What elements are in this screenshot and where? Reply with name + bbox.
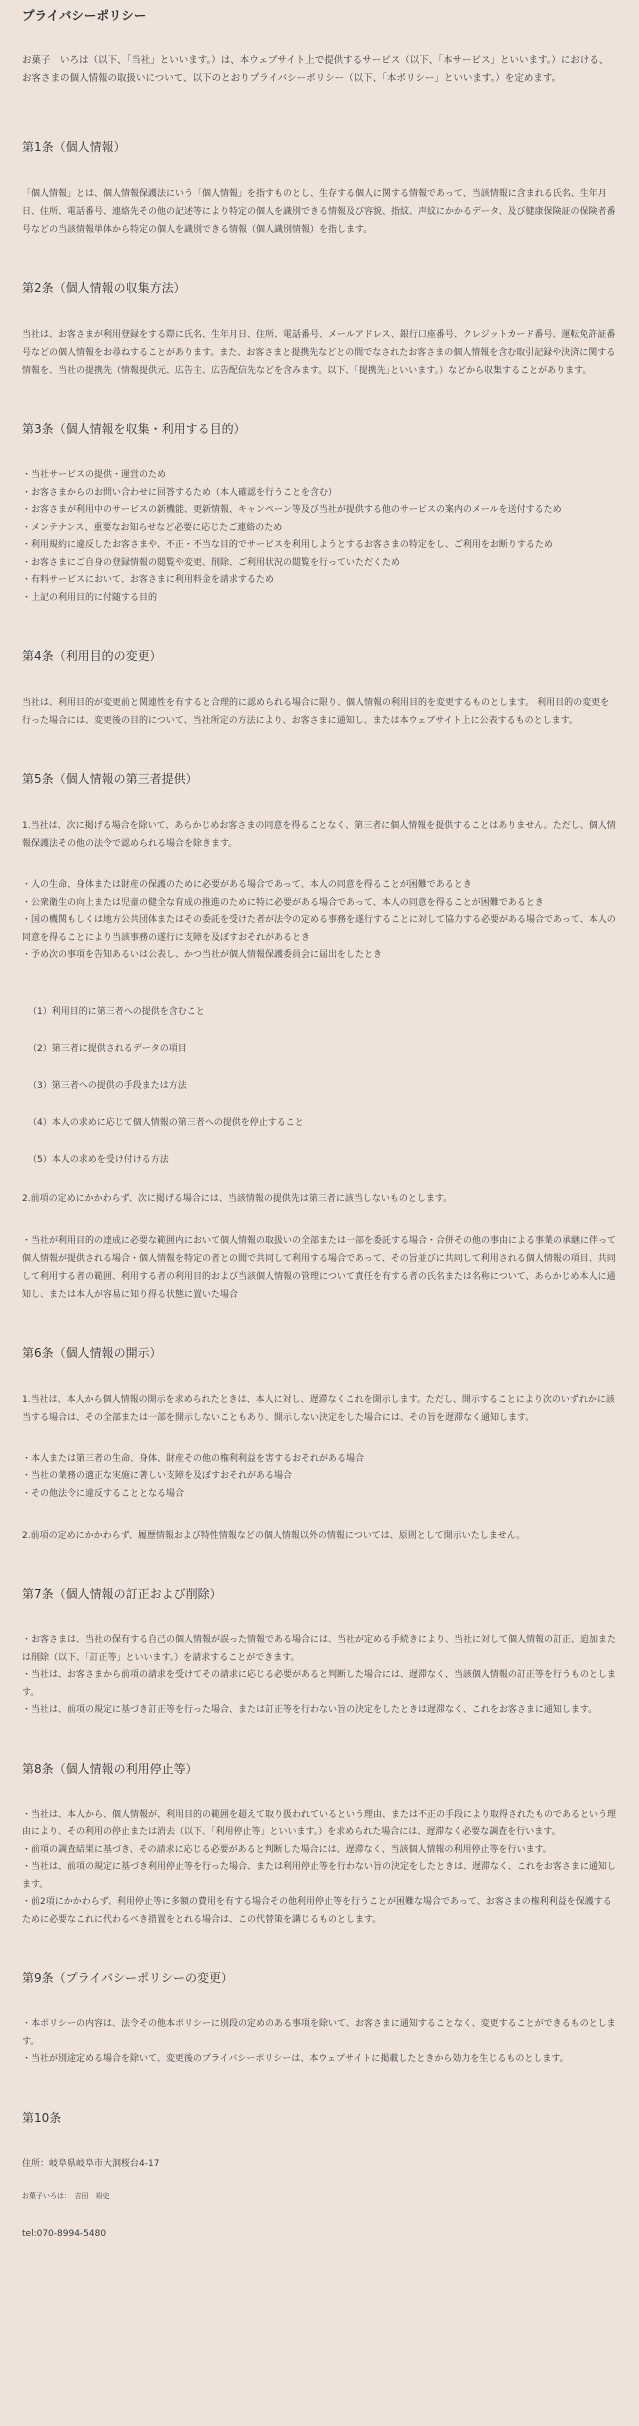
- article-1-title: 第1条（個人情報）: [22, 140, 126, 154]
- list-item: ・当社は、本人から、個人情報が、利用目的の範囲を超えて取り扱われているという理由、または不正の手段により取得されたものであるという理由により、その利用の停止または消去（以下、「利用停止等」といいます。）を求められた場合には、遅滞なく必要な調査を行います。: [22, 1809, 617, 1837]
- list-item: ・当社は、前項の規定に基づき利用停止等を行った場合、または利用停止等を行わない旨の決定をしたときは、遅滞なく、これをお客さまに通知します。: [22, 1862, 616, 1890]
- article-2-body: 当社は、お客さまが利用登録をする際に氏名、生年月日、住所、電話番号、メールアドレス、銀行口座番号、クレジットカード番号、運転免許証番号などの個人情報をお尋ねすることがあります。また、お客さまと提携先などとの間でなされたお客さまの個人情報を含む取引記録や決済に関する情報を、当社の提携先（情報提供元、広告主、広告配信先などを含みます。以下、｢提携先｣といいます。）などから収集することがあります。: [22, 330, 616, 376]
- list-item: ・予め次の事項を告知あるいは公表し、かつ当社が個人情報保護委員会に届出をしたとき: [22, 950, 383, 960]
- article-8: [22, 1760, 617, 1930]
- article-10-title: 第10条: [22, 2110, 62, 2125]
- article-8-title: 第8条（個人情報の利用停止等）: [22, 1761, 198, 1776]
- list-item: ・当社の業務の適正な実施に著しい支障を及ぼすおそれがある場合: [22, 1471, 293, 1481]
- article-6-title: 第6条（個人情報の開示）: [22, 1345, 162, 1360]
- phone-number: tel:070-8994-5480: [22, 2228, 107, 2239]
- article-5-para-3: ・当社が利用目的の達成に必要な範囲内において個人情報の取扱いの全部または一部を委託する場合・合併その他の事由による事業の承継に伴って個人情報が提供される場合・個人情報を特定の者との間で共同して利用する場合であって、その旨並びに共同して利用される個人情報の項目、共同して利用する者の範囲、利用する者の利用目的および当該個人情報の管理について責任を有する者の氏名または名称について、あらかじめ本人に通知し、または本人が容易に知り得る状態に置いた場合: [22, 1235, 617, 1300]
- article-10: [22, 2109, 617, 2239]
- article-5-para-1: 1.当社は、次に掲げる場合を除いて、あらかじめお客さまの同意を得ることなく、第三者に個人情報を提供することはありません。ただし、個人情報保護法その他の法令で認められる場合を除きます。: [22, 821, 616, 849]
- list-item: ・本ポリシーの内容は、法令その他本ポリシーに別段の定めのある事項を除いて、お客さまに通知することなく、変更することができるものとします。: [22, 2019, 616, 2047]
- article-3: [22, 420, 617, 607]
- non-disclosure-list: [22, 1451, 617, 1504]
- policy-change-list: [22, 2016, 617, 2069]
- list-item: ・お客さまからのお問い合わせに回答するため（本人確認を行うことを含む）: [22, 487, 338, 498]
- article-5-title: 第5条（個人情報の第三者提供）: [22, 772, 198, 786]
- address-text: 住所：岐阜県岐阜市大洞桜台4-17: [22, 2158, 160, 2169]
- list-item: ・お客さまは、当社の保有する自己の個人情報が誤った情報である場合には、当社が定める手続きにより、当社に対して個人情報の訂正、追加または削除（以下、「訂正等」といいます。）を請求することができます。: [22, 1635, 617, 1663]
- list-item: ・利用規約に違反したお客さまや、不正・不当な目的でサービスを利用しようとするお客さまの特定をし、ご利用をお断りするため: [22, 540, 553, 550]
- article-9-title: 第9条（プライバシーポリシーの変更）: [22, 1971, 234, 1985]
- list-item: ・メンテナンス、重要なお知らせなど必要に応じたご連絡のため: [22, 522, 283, 533]
- list-item: （1）利用目的に第三者への提供を含むこと: [28, 1006, 205, 1017]
- list-item: ・当社は、前項の規定に基づき訂正等を行った場合、または訂正等を行わない旨の決定をしたときは遅滞なく、これをお客さまに通知します。: [22, 1705, 598, 1715]
- article-4-body: 当社は、利用目的が変更前と関連性を有すると合理的に認められる場合に限り、個人情報の利用目的を変更するものとします。 利用目的の変更を行った場合には、変更後の目的について、当社所定の方法により、お客さまに通知し、または本ウェブサイト上に公表するものとします。: [22, 698, 610, 726]
- article-6: [22, 1344, 617, 1546]
- list-item: ・当社サービスの提供・運営のため: [22, 470, 167, 480]
- list-item: （5）本人の求めを受け付ける方法: [28, 1154, 169, 1165]
- list-item: ・お客さまが利用中のサービスの新機能、更新情報、キャンペーン等及び当社が提供する他のサービスの案内のメールを送付するため: [22, 505, 562, 515]
- list-item: ・前2項にかかわらず、利用停止等に多額の費用を有する場合その他利用停止等を行うことが困難な場合であって、お客さまの権利利益を保護するために必要なこれに代わるべき措置をとれる場合は、この代替策を講じるものとします。: [22, 1897, 612, 1925]
- article-1: [22, 138, 617, 239]
- purpose-list: [22, 467, 617, 607]
- list-item: ・当社は、お客さまから前項の請求を受けてその請求に応じる必要があると判断した場合には、遅滞なく、当該個人情報の訂正等を行うものとします。: [22, 1670, 616, 1698]
- page-title: プライバシーポリシー: [22, 8, 147, 23]
- article-4-title: 第4条（利用目的の変更）: [22, 649, 162, 663]
- list-item: （3）第三者への提供の手段または方法: [28, 1080, 187, 1091]
- list-item: ・前項の調査結果に基づき、その請求に応じる必要があると判断した場合には、遅滞なく、当該個人情報の利用停止等を行います。: [22, 1844, 552, 1855]
- article-5-para-2: 2.前項の定めにかかわらず、次に掲げる場合には、当該情報の提供先は第三者に該当しないものとします。: [22, 1193, 453, 1204]
- article-4: [22, 647, 617, 730]
- article-3-title: 第3条（個人情報を収集・利用する目的）: [22, 422, 246, 436]
- list-item: ・その他法令に違反することとなる場合: [22, 1488, 185, 1499]
- list-item: ・国の機関もしくは地方公共団体またはその委託を受けた者が法令の定める事務を遂行することに対して協力する必要がある場合であって、本人の同意を得ることにより当該事務の遂行に支障を及ぼすおそれがあるとき: [22, 915, 616, 943]
- list-item: ・上記の利用目的に付随する目的: [22, 592, 158, 603]
- owner-text: お菓子いろは： 吉田 裕史: [22, 2191, 110, 2200]
- intro-paragraph: お菓子 いろは（以下、「当社」といいます。）は、本ウェブサイト上で提供するサービス（以下、「本サービス」といいます。）における、お客さまの個人情報の取扱いについて、以下のとおりプライバシーポリシー（以下、「本ポリシー」といいます。）を定めます。: [22, 55, 609, 84]
- suspension-list: [22, 1807, 617, 1930]
- exception-list: [22, 877, 617, 965]
- list-item: ・人の生命、身体または財産の保護のために必要がある場合であって、本人の同意を得ることが困難であるとき: [22, 880, 472, 890]
- list-item: （4）本人の求めに応じて個人情報の第三者への提供を停止すること: [28, 1117, 304, 1128]
- article-7-title: 第7条（個人情報の訂正および削除）: [22, 1587, 222, 1601]
- article-1-body: 「個人情報」とは、個人情報保護法にいう「個人情報」を指すものとし、生存する個人に関する情報であって、当該情報に含まれる氏名、生年月日、住所、電話番号、連絡先その他の記述等により特定の個人を識別できる情報及び容貌、指紋、声紋にかかるデータ、及び健康保険証の保険者番号などの当該情報単体から特定の個人を識別できる情報（個人識別情報）を指します。: [22, 189, 616, 235]
- article-6-para-2: 2.前項の定めにかかわらず、履歴情報および特性情報などの個人情報以外の情報については、原則として開示いたしません。: [22, 1531, 526, 1541]
- list-item: ・有料サービスにおいて、お客さまに利用料金を請求するため: [22, 575, 274, 585]
- article-9: [22, 1969, 617, 2069]
- notice-items-list: [22, 1005, 617, 1167]
- article-7: [22, 1585, 617, 1720]
- article-6-para-1: 1.当社は、本人から個人情報の開示を求められたときは、本人に対し、遅滞なくこれを開示します。ただし、開示することにより次のいずれかに該当する場合は、その全部または一部を開示しないこともあり、開示しない決定をした場合には、その旨を遅滞なく通知します。: [22, 1394, 615, 1423]
- list-item: ・当社が別途定める場合を除いて、変更後のプライバシーポリシーは、本ウェブサイトに掲載したときから効力を生じるものとします。: [22, 2054, 569, 2064]
- correction-list: [22, 1632, 617, 1720]
- list-item: ・お客さまにご自身の登録情報の閲覧や変更、削除、ご利用状況の閲覧を行っていただくため: [22, 557, 401, 568]
- article-5: [22, 770, 617, 1304]
- article-2: [22, 279, 617, 380]
- article-2-title: 第2条（個人情報の収集方法）: [22, 281, 186, 295]
- list-item: ・公衆衛生の向上または児童の健全な育成の推進のために特に必要がある場合であって、本人の同意を得ることが困難であるとき: [22, 897, 544, 908]
- list-item: （2）第三者に提供されるデータの項目: [28, 1043, 187, 1054]
- list-item: ・本人または第三者の生命、身体、財産その他の権利利益を害するおそれがある場合: [22, 1453, 365, 1464]
